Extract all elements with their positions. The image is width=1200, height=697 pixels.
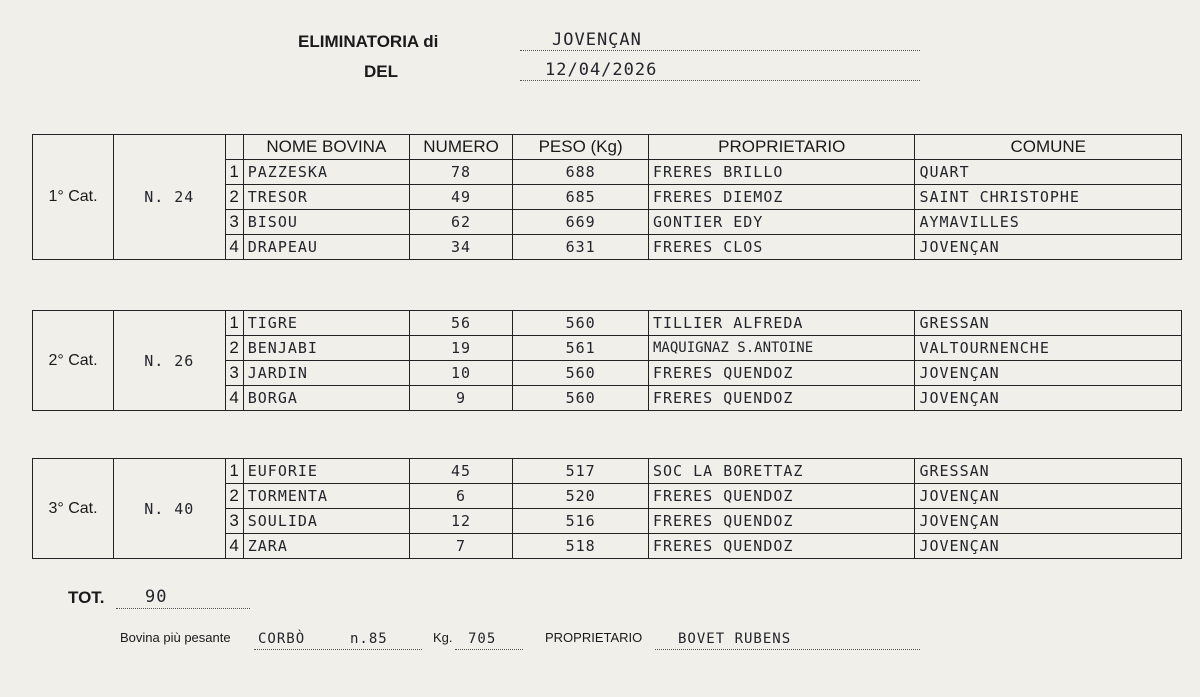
row-position: 4 <box>225 386 243 411</box>
category-label: 3° Cat. <box>33 459 114 559</box>
cow-weight: 688 <box>513 160 649 185</box>
category-count: N. 24 <box>114 135 225 260</box>
cow-owner: FRERES BRILLO <box>649 160 915 185</box>
cow-town: JOVENÇAN <box>915 361 1182 386</box>
heaviest-label: Bovina più pesante <box>120 630 231 645</box>
cow-town: GRESSAN <box>915 311 1182 336</box>
row-position: 4 <box>225 235 243 260</box>
row-position: 1 <box>225 160 243 185</box>
cow-town: JOVENÇAN <box>915 534 1182 559</box>
cow-owner: FRERES QUENDOZ <box>649 386 915 411</box>
cow-town: GRESSAN <box>915 459 1182 484</box>
cow-weight: 518 <box>513 534 649 559</box>
cow-number: 49 <box>409 185 512 210</box>
title-label: ELIMINATORIA di <box>298 32 439 51</box>
cow-name: DRAPEAU <box>243 235 409 260</box>
cow-weight: 516 <box>513 509 649 534</box>
row-position: 1 <box>225 311 243 336</box>
kg-value: 705 <box>468 631 497 647</box>
cow-owner: TILLIER ALFREDA <box>649 311 915 336</box>
cow-weight: 561 <box>513 336 649 361</box>
table-row <box>33 311 1182 336</box>
cow-name: BISOU <box>243 210 409 235</box>
cow-number: 9 <box>409 386 512 411</box>
cow-name: EUFORIE <box>243 459 409 484</box>
cow-weight: 560 <box>513 361 649 386</box>
cow-number: 34 <box>409 235 512 260</box>
cow-owner: FRERES QUENDOZ <box>649 509 915 534</box>
cow-town: VALTOURNENCHE <box>915 336 1182 361</box>
row-position: 3 <box>225 210 243 235</box>
cow-number: 62 <box>409 210 512 235</box>
row-position: 1 <box>225 459 243 484</box>
total-label: TOT. <box>68 588 105 607</box>
table-row <box>33 459 1182 484</box>
cow-weight: 669 <box>513 210 649 235</box>
date-label: DEL <box>364 62 398 81</box>
row-position: 2 <box>225 484 243 509</box>
total-line <box>116 590 250 609</box>
cow-weight: 517 <box>513 459 649 484</box>
column-header-owner: PROPRIETARIO <box>649 135 915 160</box>
cow-owner: SOC LA BORETTAZ <box>649 459 915 484</box>
owner-value: BOVET RUBENS <box>678 631 792 647</box>
cow-number: 7 <box>409 534 512 559</box>
cow-name: TORMENTA <box>243 484 409 509</box>
cow-number: 12 <box>409 509 512 534</box>
heaviest-number: n.85 <box>350 631 388 647</box>
cow-weight: 560 <box>513 311 649 336</box>
cow-owner: FRERES CLOS <box>649 235 915 260</box>
category-count: N. 26 <box>114 311 225 411</box>
cow-name: BORGA <box>243 386 409 411</box>
cow-number: 78 <box>409 160 512 185</box>
cow-name: SOULIDA <box>243 509 409 534</box>
cow-town: JOVENÇAN <box>915 484 1182 509</box>
kg-label: Kg. <box>433 630 453 645</box>
cow-town: QUART <box>915 160 1182 185</box>
cow-weight: 560 <box>513 386 649 411</box>
cow-owner: FRERES QUENDOZ <box>649 484 915 509</box>
category-label: 2° Cat. <box>33 311 114 411</box>
cow-town: AYMAVILLES <box>915 210 1182 235</box>
cow-number: 10 <box>409 361 512 386</box>
row-position: 2 <box>225 185 243 210</box>
cow-name: BENJABI <box>243 336 409 361</box>
cow-weight: 520 <box>513 484 649 509</box>
row-position: 4 <box>225 534 243 559</box>
row-position: 3 <box>225 509 243 534</box>
cow-weight: 685 <box>513 185 649 210</box>
owner-label: PROPRIETARIO <box>545 630 643 645</box>
category-1-table <box>32 134 1182 260</box>
total-value: 90 <box>145 587 168 607</box>
cow-owner: FRERES QUENDOZ <box>649 534 915 559</box>
cow-town: SAINT CHRISTOPHE <box>915 185 1182 210</box>
category-2-table <box>32 310 1182 411</box>
cow-number: 19 <box>409 336 512 361</box>
cow-name: JARDIN <box>243 361 409 386</box>
cow-owner: FRERES DIEMOZ <box>649 185 915 210</box>
cow-town: JOVENÇAN <box>915 235 1182 260</box>
cow-owner: MAQUIGNAZ S.ANTOINE <box>649 336 915 361</box>
column-header-number: NUMERO <box>409 135 512 160</box>
cow-name: PAZZESKA <box>243 160 409 185</box>
column-header-weight: PESO (Kg) <box>513 135 649 160</box>
cow-number: 45 <box>409 459 512 484</box>
cow-name: TRESOR <box>243 185 409 210</box>
cow-town: JOVENÇAN <box>915 509 1182 534</box>
position-header <box>225 135 243 160</box>
title-value: JOVENÇAN <box>552 30 642 50</box>
column-header-name: NOME BOVINA <box>243 135 409 160</box>
heaviest-name: CORBÒ <box>258 631 306 647</box>
cow-town: JOVENÇAN <box>915 386 1182 411</box>
cow-number: 56 <box>409 311 512 336</box>
row-position: 3 <box>225 361 243 386</box>
category-label: 1° Cat. <box>33 135 114 260</box>
category-3-table <box>32 458 1182 559</box>
cow-owner: GONTIER EDY <box>649 210 915 235</box>
row-position: 2 <box>225 336 243 361</box>
category-count: N. 40 <box>114 459 225 559</box>
cow-weight: 631 <box>513 235 649 260</box>
cow-name: ZARA <box>243 534 409 559</box>
cow-owner: FRERES QUENDOZ <box>649 361 915 386</box>
column-header-town: COMUNE <box>915 135 1182 160</box>
cow-number: 6 <box>409 484 512 509</box>
cow-name: TIGRE <box>243 311 409 336</box>
date-value: 12/04/2026 <box>545 60 658 80</box>
